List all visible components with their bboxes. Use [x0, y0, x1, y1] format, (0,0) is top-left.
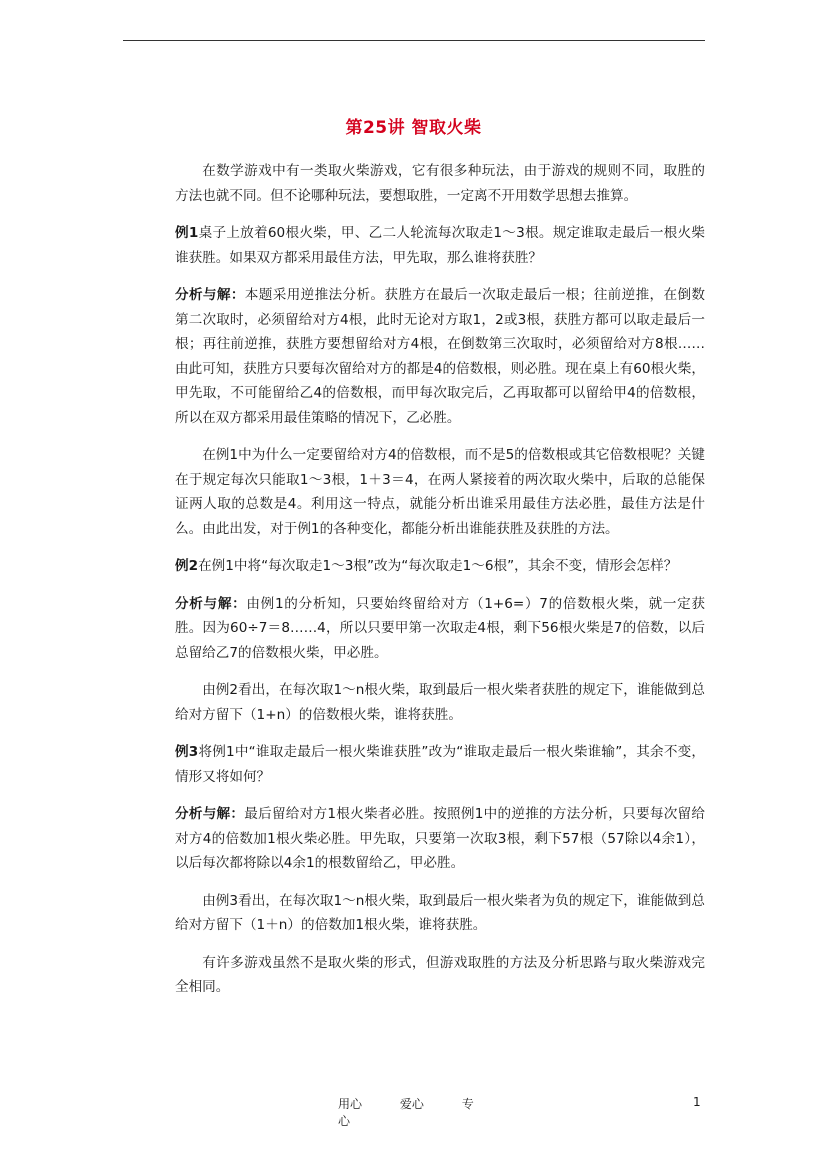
example-1-label: 例1 [175, 225, 199, 241]
example-1-text: 桌子上放着60根火柴，甲、乙二人轮流每次取走1～3根。规定谁取走最后一根火柴谁获胜。如果双方都采用最佳方法，甲先取，那么谁将获胜？ [175, 225, 705, 266]
discussion-3: 由例3看出，在每次取1～n根火柴，取到最后一根火柴者为负的规定下，谁能做到总给对方留下（1＋n）的倍数加1根火柴，谁将获胜。 [175, 892, 705, 933]
footer-item-1: 用心 [338, 1097, 363, 1111]
analysis-1-label: 分析与解： [175, 287, 245, 303]
page-number: 1 [693, 1095, 701, 1109]
analysis-3 [175, 802, 705, 876]
analysis-1-text: 本题采用逆推法分析。获胜方在最后一次取走最后一根；往前逆推，在倒数第二次取时，必须留给对方4根，此时无论对方取1，2或3根，获胜方都可以取走最后一根；再往前逆推，获胜方要想留给对方4根，在倒数第三次取时，必须留给对方8根……由此可知，获胜方只要每次留给对方的都是4的倍数根，则必胜。现在桌上有60根火柴，甲先取，不可能留给乙4的倍数根，而甲每次取完后，乙再取都可以留给甲4的倍数根，所以在双方都采用最佳策略的情况下，乙必胜。 [175, 287, 706, 426]
header-rule [123, 40, 705, 41]
example-3 [175, 740, 705, 789]
analysis-2-text: 由例1的分析知，只要始终留给对方（1+6=）7的倍数根火柴，就一定获胜。因为60÷7＝8……4，所以只要甲第一次取走4根，剩下56根火柴是7的倍数，以后总留给乙7的倍数根火柴，甲必胜。 [175, 595, 706, 661]
intro-paragraph: 在数学游戏中有一类取火柴游戏，它有很多种玩法，由于游戏的规则不同，取胜的方法也就不同。但不论哪种玩法，要想取胜，一定离不开用数学思想去推算。 [175, 163, 705, 204]
footer-motto [338, 1095, 498, 1129]
example-2-label: 例2 [175, 558, 199, 574]
example-1 [175, 221, 705, 270]
analysis-2-label: 分析与解： [175, 595, 247, 612]
example-2 [175, 554, 705, 579]
analysis-2 [175, 592, 705, 666]
discussion-2: 由例2看出，在每次取1～n根火柴，取到最后一根火柴者获胜的规定下，谁能做到总给对方留下（1+n）的倍数根火柴，谁将获胜。 [175, 682, 705, 723]
example-3-label: 例3 [175, 744, 199, 760]
example-2-text: 在例1中将“每次取走1～3根”改为“每次取走1～6根”，其余不变，情形会怎样？ [198, 558, 678, 574]
discussion-1: 在例1中为什么一定要留给对方4的倍数根，而不是5的倍数根或其它倍数根呢？关键在于规定每次只能取1～3根，1＋3＝4，在两人紧接着的两次取火柴中，后取的总能保证两人取的总数是4。利用这一特点，就能分析出谁采用最佳方法必胜，最佳方法是什么。由此出发，对于例1的各种变化，都能分析出谁能获胜及获胜的方法。 [175, 447, 705, 537]
footer-item-2: 爱心 [399, 1097, 424, 1111]
analysis-1 [175, 283, 705, 430]
analysis-3-text: 最后留给对方1根火柴者必胜。按照例1中的逆推的方法分析，只要每次留给对方4的倍数加1根火柴必胜。甲先取，只要第一次取3根，剩下57根（57除以4余1），以后每次都将除以4余1的根数留给乙，甲必胜。 [175, 806, 705, 871]
footer-item-3: 专心 [338, 1097, 474, 1128]
document-body [175, 159, 705, 1013]
closing-paragraph: 有许多游戏虽然不是取火柴的形式，但游戏取胜的方法及分析思路与取火柴游戏完全相同。 [175, 954, 705, 995]
page-title: 第25讲 智取火柴 [345, 118, 482, 138]
example-3-text: 将例1中“谁取走最后一根火柴谁获胜”改为“谁取走最后一根火柴谁输”，其余不变，情形又将如何？ [175, 744, 705, 785]
analysis-3-label: 分析与解： [175, 806, 245, 822]
